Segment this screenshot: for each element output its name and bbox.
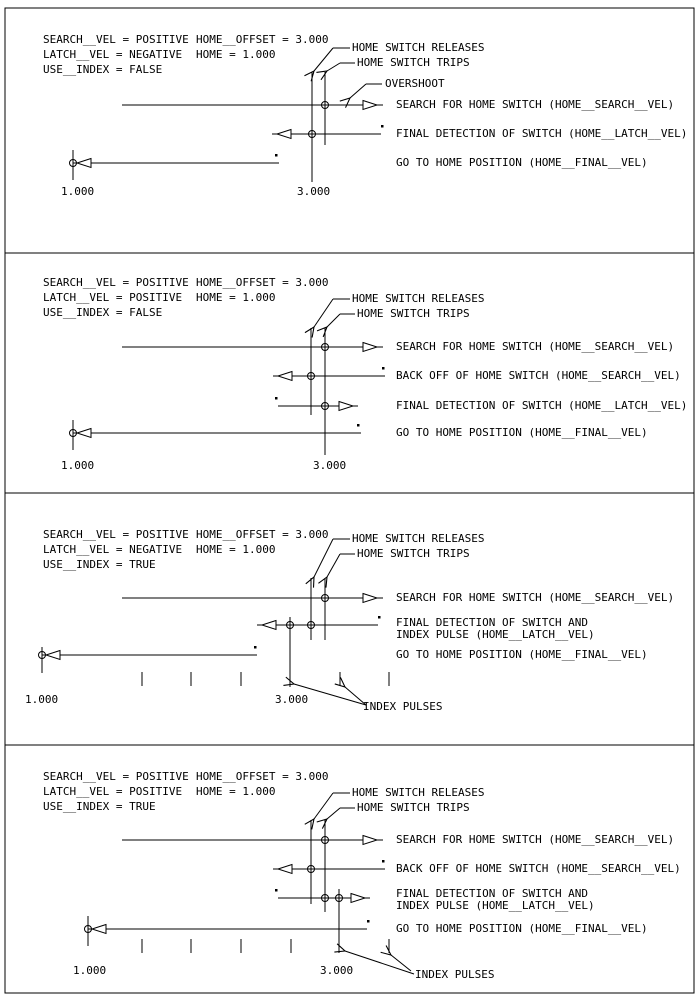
p1-callout-overshoot: OVERSHOOT [385,77,445,90]
p3-move-search-label: SEARCH FOR HOME SWITCH (HOME__SEARCH__VEL) [396,591,675,604]
p3-param-home: HOME = 1.000 [196,543,276,556]
p1-overshoot-callout-arrow [350,84,366,98]
p3-trips-callout-arrow [327,554,340,577]
p1-param-home-offset: HOME__OFFSET = 3.000 [196,33,329,46]
p1-param-search-vel: SEARCH__VEL = POSITIVE [43,33,189,46]
p2-move-gohome-label: GO TO HOME POSITION (HOME__FINAL__VEL) [396,426,648,439]
p4-param-home-offset: HOME__OFFSET = 3.000 [196,770,329,783]
p2-position-offset: 3.000 [313,459,347,472]
panel4-drawing [85,793,415,974]
p2-move-back-label: BACK OFF OF HOME SWITCH (HOME__SEARCH__VEL) [396,369,681,382]
p4-param-home: HOME = 1.000 [196,785,276,798]
p1-callout-trips: HOME SWITCH TRIPS [357,56,470,69]
p3-position-offset: 3.000 [275,693,309,706]
p4-move-final-label-2: INDEX PULSE (HOME__LATCH__VEL) [396,899,595,912]
p2-trips-callout-arrow [327,314,340,327]
p4-index-pulses-arrow-1 [345,951,414,974]
p4-trips-callout-arrow [327,808,340,819]
p3-index-pulses-label: INDEX PULSES [363,700,443,713]
p3-param-use-index: USE__INDEX = TRUE [43,558,156,571]
panel2-drawing [70,299,386,455]
p2-param-use-index: USE__INDEX = FALSE [43,306,163,319]
p4-param-search-vel: SEARCH__VEL = POSITIVE [43,770,189,783]
p4-move-search-label: SEARCH FOR HOME SWITCH (HOME__SEARCH__VEL) [396,833,675,846]
p1-param-latch-vel: LATCH__VEL = NEGATIVE [43,48,183,61]
p2-param-latch-vel: LATCH__VEL = POSITIVE [43,291,183,304]
p2-position-home: 1.000 [61,459,95,472]
p3-move-final-label-2: INDEX PULSE (HOME__LATCH__VEL) [396,628,595,641]
p2-move-final-label: FINAL DETECTION OF SWITCH (HOME__LATCH__VEL) [396,399,688,412]
p2-callout-trips: HOME SWITCH TRIPS [357,307,470,320]
p4-param-use-index: USE__INDEX = TRUE [43,800,156,813]
p4-position-home: 1.000 [73,964,107,977]
p1-releases-callout-arrow [314,48,333,71]
p1-move-gohome-label: GO TO HOME POSITION (HOME__FINAL__VEL) [396,156,648,169]
p3-callout-releases: HOME SWITCH RELEASES [352,532,485,545]
p1-trips-callout-arrow [327,63,340,71]
p1-callout-releases: HOME SWITCH RELEASES [352,41,485,54]
p1-param-use-index: USE__INDEX = FALSE [43,63,163,76]
p3-callout-trips: HOME SWITCH TRIPS [357,547,470,560]
p2-param-home-offset: HOME__OFFSET = 3.000 [196,276,329,289]
p1-move-final-label: FINAL DETECTION OF SWITCH (HOME__LATCH__VEL) [396,127,688,140]
p4-position-offset: 3.000 [320,964,354,977]
p4-callout-trips: HOME SWITCH TRIPS [357,801,470,814]
p3-param-search-vel: SEARCH__VEL = POSITIVE [43,528,189,541]
p4-index-pulses-label: INDEX PULSES [415,968,495,981]
p1-param-home: HOME = 1.000 [196,48,276,61]
p4-callout-releases: HOME SWITCH RELEASES [352,786,485,799]
p4-releases-callout-arrow [314,793,333,819]
p1-position-offset: 3.000 [297,185,331,198]
p3-position-home: 1.000 [25,693,59,706]
p3-param-latch-vel: LATCH__VEL = NEGATIVE [43,543,183,556]
p4-index-pulses-arrow-2 [391,955,411,971]
p4-move-final-label-1: FINAL DETECTION OF SWITCH AND [396,887,589,900]
p2-param-search-vel: SEARCH__VEL = POSITIVE [43,276,189,289]
p4-move-back-label: BACK OFF OF HOME SWITCH (HOME__SEARCH__VEL) [396,862,681,875]
p2-releases-callout-arrow [314,299,333,327]
p3-param-home-offset: HOME__OFFSET = 3.000 [196,528,329,541]
p2-callout-releases: HOME SWITCH RELEASES [352,292,485,305]
p1-move-search-label: SEARCH FOR HOME SWITCH (HOME__SEARCH__VEL) [396,98,675,111]
p4-param-latch-vel: LATCH__VEL = POSITIVE [43,785,183,798]
p2-move-search-label: SEARCH FOR HOME SWITCH (HOME__SEARCH__VEL) [396,340,675,353]
p4-move-gohome-label: GO TO HOME POSITION (HOME__FINAL__VEL) [396,922,648,935]
p1-position-home: 1.000 [61,185,95,198]
p2-param-home: HOME = 1.000 [196,291,276,304]
p3-move-gohome-label: GO TO HOME POSITION (HOME__FINAL__VEL) [396,648,648,661]
p3-move-final-label-1: FINAL DETECTION OF SWITCH AND [396,616,589,629]
